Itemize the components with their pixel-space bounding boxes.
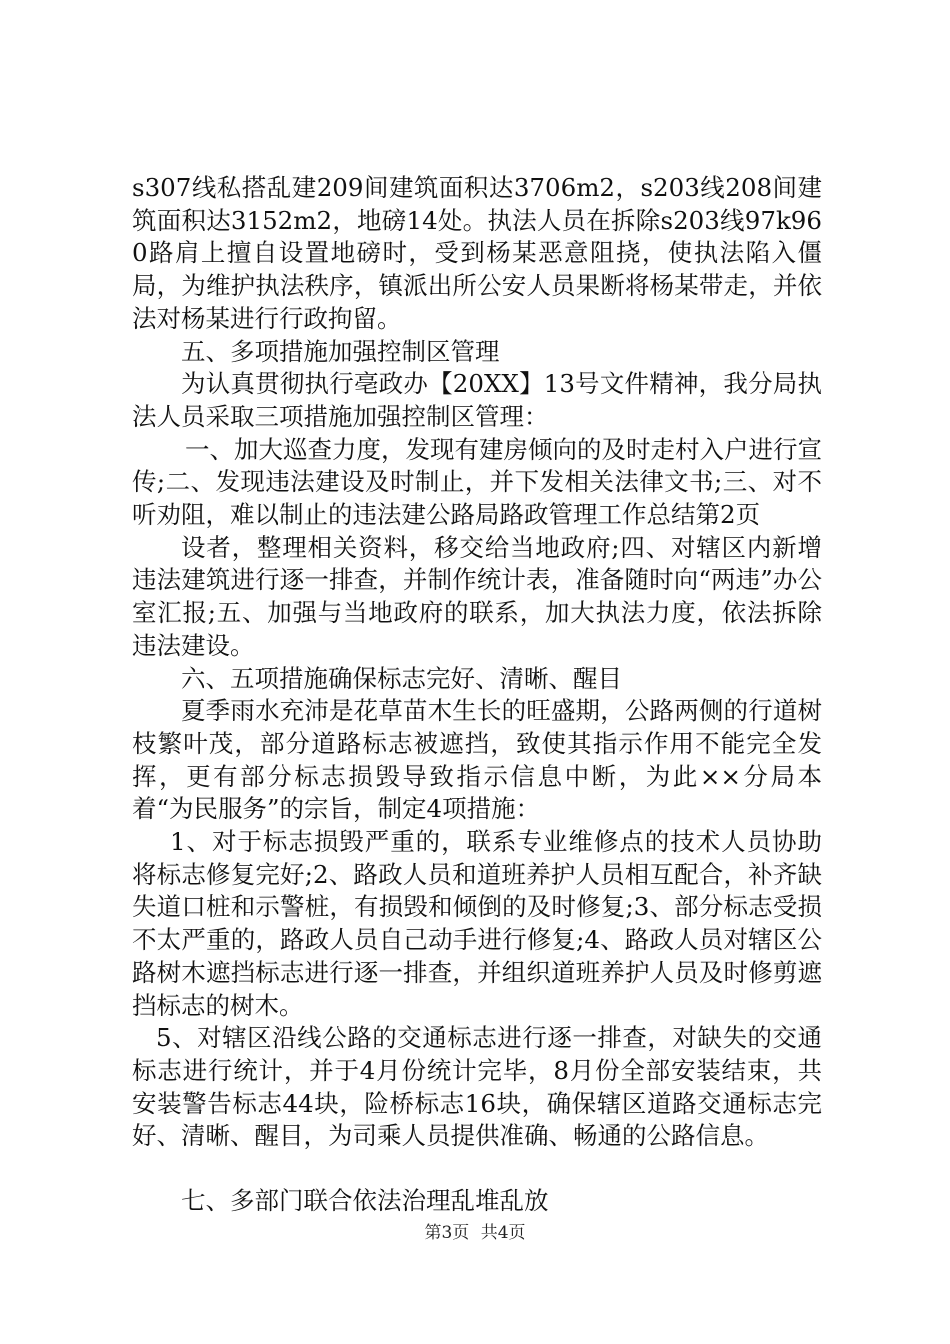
page-total: 共4页	[480, 1223, 526, 1243]
paragraph-control-zone-continued: 设者，整理相关资料，移交给当地政府;四、对辖区内新增违法建筑进行逐一排查，并制作统计表，准备随时向“两违”办公室汇报;五、加强与当地政府的联系，加大执法力度，依法拆除违法建设。	[132, 532, 822, 660]
paragraph-gap	[132, 1153, 822, 1185]
heading-signs: 六、五项措施确保标志完好、清晰、醒目	[181, 663, 622, 693]
paragraph-control-zone-measures: 一、加大巡查力度，发现有建房倾向的及时走村入户进行宣传;二、发现违法建设及时制止，并下发相关法律文书;三、对不听劝阻，难以制止的违法建公路局路政管理工作总结第2页	[132, 434, 822, 530]
paragraph-signs-intro: 夏季雨水充沛是花草苗木生长的旺盛期，公路两侧的行道树枝繁叶茂，部分道路标志被遮挡，致使其指示作用不能完全发挥，更有部分标志损毁导致指示信息中断，为此××分局本着“为民服务”的宗旨，制定4项措施：	[132, 696, 822, 824]
page-number: 第3页	[424, 1223, 470, 1243]
heading-stacking: 七、多部门联合依法治理乱堆乱放	[181, 1186, 549, 1216]
document-body	[132, 172, 822, 1218]
paragraph-signs-measures: 1、对于标志损毁严重的，联系专业维修点的技术人员协助将标志修复完好;2、路政人员和道班养护人员相互配合，补齐缺失道口桩和示警桩，有损毁和倾倒的及时修复;3、部分标志受损不太严重的，路政人员自己动手进行修复;4、路政人员对辖区公路树木遮挡标志进行逐一排查，并组织道班养护人员及时修剪遮挡标志的树木。	[132, 827, 822, 1020]
heading-control-zone: 五、多项措施加强控制区管理	[181, 336, 500, 366]
paragraph-illegal-buildings: s307线私搭乱建209间建筑面积达3706m2，s203线208间建筑面积达3152m2，地磅14处。执法人员在拆除s203线97k960路肩上擅自设置地磅时，受到杨某恶意阻挠，使执法陷入僵局，为维护执法秩序，镇派出所公安人员果断将杨某带走，并依法对杨某进行行政拘留。	[132, 173, 822, 333]
paragraph-signs-statistics: 5、对辖区沿线公路的交通标志进行逐一排查，对缺失的交通标志进行统计，并于4月份统计完毕，8月份全部安装结束，共安装警告标志44块，险桥标志16块，确保辖区道路交通标志完好、清晰、醒目，为司乘人员提供准确、畅通的公路信息。	[132, 1023, 822, 1151]
page-footer	[0, 1218, 950, 1243]
paragraph-control-zone-intro: 为认真贯彻执行亳政办【20XX】13号文件精神，我分局执法人员采取三项措施加强控制区管理：	[132, 369, 822, 431]
